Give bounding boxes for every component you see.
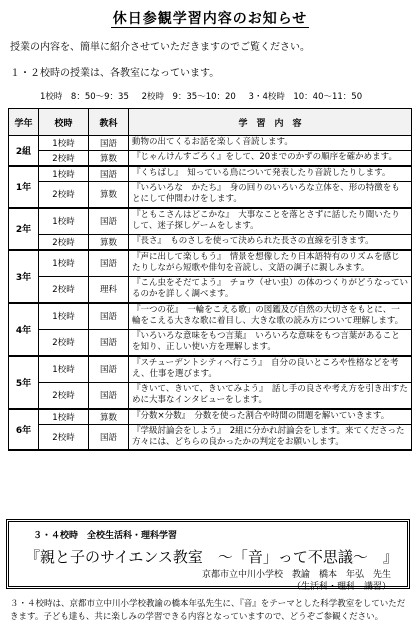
subject-cell: 国語 [89,424,129,450]
table-row [9,424,412,450]
grade-cell: 6年 [9,409,39,451]
period-cell: 2校時 [39,276,89,302]
period-cell: 2校時 [39,382,89,408]
period-cell: 1校時 [39,136,89,151]
content-cell: 『学級討論会をしよう』 2組に分かれ討論会をします。来てくださった方々には、どちらの良かったかの判定をお願いします。 [129,424,412,450]
header-content: 学 習 内 容 [129,109,412,136]
table-row [9,208,412,234]
subject-cell: 国語 [89,136,129,151]
table-row [9,382,412,408]
period-cell: 1校時 [39,409,89,425]
subject-cell: 国語 [89,250,129,276]
subject-cell: 算数 [89,151,129,167]
subject-cell: 算数 [89,182,129,208]
grade-cell: 2年 [9,208,39,250]
content-cell: 『スチューデントシティへ行こう』 自分の良いところや性格などを考え、仕事を選びます。 [129,356,412,382]
content-cell: 動物の出てくるお話を楽しく音読します。 [129,136,412,151]
table-row [9,409,412,425]
special-lesson-title: 『親と子のサイエンス教室 ～「音」って不思議～ 』 [25,548,398,566]
schedule-table [8,108,412,451]
content-cell: 『くちばし』 知っている鳥について発表したり音読したりします。 [129,166,412,182]
table-row [9,182,412,208]
period-cell: 1校時 [39,250,89,276]
notice-text: １・２校時の授業は、各教室になっています。 [10,68,220,79]
subject-cell: 国語 [89,303,129,329]
time-period-3-4: 3・4校時 10：40～11：50 [248,92,363,102]
period-cell: 2校時 [39,424,89,450]
period-cell: 1校時 [39,208,89,234]
content-cell: 『いろいろな かたち』 身の回りのいろいろな立体を、形の特徴をもとにして仲間わけをします。 [129,182,412,208]
schedule-body [9,136,412,451]
table-row [9,136,412,151]
period-cell: 2校時 [39,329,89,355]
period-cell: 2校時 [39,182,89,208]
table-row [9,166,412,182]
content-cell: 『分数×分数』 分数を使った割合や時間の問題を解いていきます。 [129,409,412,425]
subject-cell: 国語 [89,166,129,182]
period-cell: 1校時 [39,166,89,182]
table-row [9,151,412,167]
period-cell: 2校時 [39,151,89,167]
content-cell: 『いろいろな意味をもつ言葉』 いろいろな意味をもつ言葉があることを知り、正しい使い方を理解します。 [129,329,412,355]
grade-cell: 3年 [9,250,39,303]
time-period-1: 1校時 8：50～9：35 [40,92,129,102]
content-cell: 『じゃんけんすごろく』をして、20までのかずの順序を確かめます。 [129,151,412,167]
header-subject: 教科 [89,109,129,136]
content-cell: 『声に出して楽しもう』 情景を想像したり日本語特有のリズムを感じたりしながら短歌や俳句を音読し、文語の調子に親しみます。 [129,250,412,276]
table-row [9,250,412,276]
table-row [9,303,412,329]
subject-cell: 国語 [89,329,129,355]
period-cell: 2校時 [39,234,89,250]
page-title: 休日参観学習内容のお知らせ [112,11,308,27]
time-period-2: 2校時 9：35～10：20 [141,92,236,102]
grade-cell: 4年 [9,303,39,356]
period-cell: 1校時 [39,356,89,382]
grade-cell: 1年 [9,166,39,208]
special-lesson-header: ３・４校時 全校生活科・理科学習 [33,531,178,541]
table-row [9,234,412,250]
table-row [9,356,412,382]
content-cell: 『一つの花』 一輪をこえる歌」の図鑑及び自然の大切さをもとに、一輪をこえる大きな歌に着目し、大きな歌の読み方について理解します。 [129,303,412,329]
period-cell: 1校時 [39,303,89,329]
table-row [9,276,412,302]
grade-cell: 2組 [9,136,39,167]
intro-text: 授業の内容を、簡単に紹介させていただきますのでご覧ください。 [10,42,310,53]
subject-cell: 国語 [89,356,129,382]
header-period: 校時 [39,109,89,136]
period-times [40,90,372,102]
content-cell: 『こん虫をそだてよう』 チョウ（せい虫）の体のつくりがどうなっているのかを詳しく調べます。 [129,276,412,302]
special-lesson-box [6,519,410,592]
grade-cell: 5年 [9,356,39,409]
lecturer-note: （生活科・理科 講習） [291,581,391,592]
subject-cell: 理科 [89,276,129,302]
lecturer-name: 京都市立中川小学校 教諭 橋本 年弘 先生 [201,570,391,580]
subject-cell: 国語 [89,382,129,408]
content-cell: 『ともこさんはどこかな』 大事なことを落とさずに話したり聞いたりして、迷子探しゲームをします。 [129,208,412,234]
content-cell: 『長さ』 ものさしを使って決められた長さの直線を引きます。 [129,234,412,250]
content-cell: 『きいて、きいて、きいてみよう』 話し手の良さや考え方を引き出すために大事なインタビューをします。 [129,382,412,408]
closing-text: ３・４校時は、京都市立中川小学校教諭の橋本年弘先生に、『音』をテーマとした科学教室をしていただきます。子ども達も、共に楽しみの学習できる内容となっていますので、どうぞご参観ください。 [10,599,406,623]
lecturer-block [202,570,391,593]
subject-cell: 国語 [89,208,129,234]
subject-cell: 算数 [89,409,129,425]
subject-cell: 算数 [89,234,129,250]
table-row [9,329,412,355]
header-grade: 学年 [9,109,39,136]
